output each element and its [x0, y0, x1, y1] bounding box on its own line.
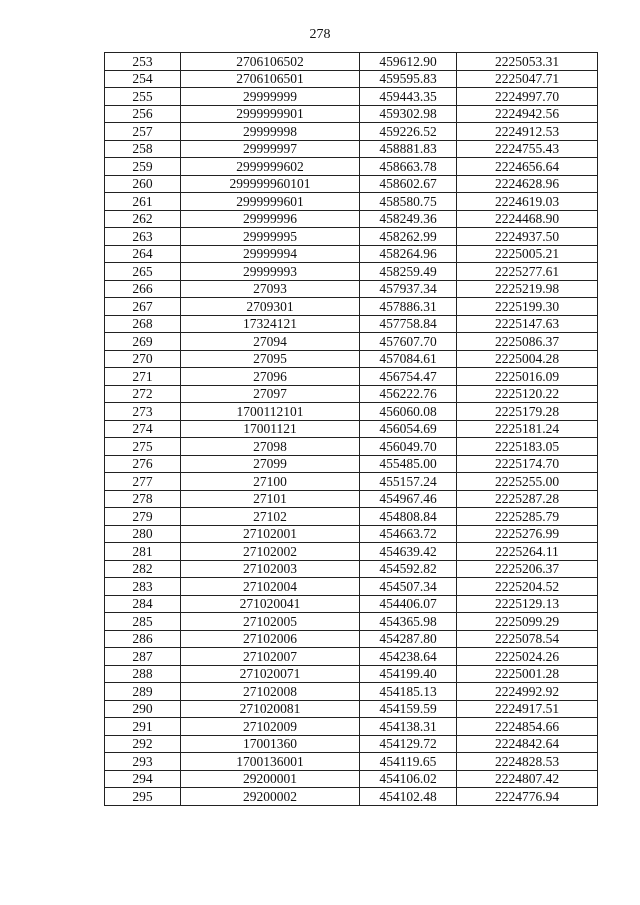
point-id-cell: 27095: [181, 350, 360, 368]
y-coordinate-cell: 2225024.26: [457, 648, 598, 666]
table-row: [105, 263, 598, 281]
point-id-cell: 27101: [181, 490, 360, 508]
table-row: [105, 490, 598, 508]
y-coordinate-cell: 2225016.09: [457, 368, 598, 386]
row-index-cell: 282: [105, 560, 181, 578]
y-coordinate-cell: 2225255.00: [457, 473, 598, 491]
table-row: [105, 595, 598, 613]
row-index-cell: 289: [105, 683, 181, 701]
x-coordinate-cell: 456222.76: [360, 385, 457, 403]
table-row: [105, 700, 598, 718]
point-id-cell: 2709301: [181, 298, 360, 316]
y-coordinate-cell: 2225053.31: [457, 53, 598, 71]
table-row: [105, 210, 598, 228]
table-row: [105, 613, 598, 631]
row-index-cell: 285: [105, 613, 181, 631]
y-coordinate-cell: 2225183.05: [457, 438, 598, 456]
x-coordinate-cell: 454365.98: [360, 613, 457, 631]
point-id-cell: 27102007: [181, 648, 360, 666]
row-index-cell: 268: [105, 315, 181, 333]
y-coordinate-cell: 2225206.37: [457, 560, 598, 578]
row-index-cell: 276: [105, 455, 181, 473]
x-coordinate-cell: 454102.48: [360, 788, 457, 806]
table-row: [105, 368, 598, 386]
row-index-cell: 293: [105, 753, 181, 771]
point-id-cell: 1700112101: [181, 403, 360, 421]
point-id-cell: 29999998: [181, 123, 360, 141]
point-id-cell: 27097: [181, 385, 360, 403]
y-coordinate-cell: 2224619.03: [457, 193, 598, 211]
row-index-cell: 286: [105, 630, 181, 648]
point-id-cell: 17001360: [181, 735, 360, 753]
point-id-cell: 27096: [181, 368, 360, 386]
y-coordinate-cell: 2225047.71: [457, 70, 598, 88]
row-index-cell: 290: [105, 700, 181, 718]
table-row: [105, 350, 598, 368]
y-coordinate-cell: 2224628.96: [457, 175, 598, 193]
x-coordinate-cell: 456054.69: [360, 420, 457, 438]
row-index-cell: 258: [105, 140, 181, 158]
x-coordinate-cell: 454129.72: [360, 735, 457, 753]
y-coordinate-cell: 2224842.64: [457, 735, 598, 753]
y-coordinate-cell: 2225181.24: [457, 420, 598, 438]
table-row: [105, 455, 598, 473]
point-id-cell: 271020071: [181, 665, 360, 683]
x-coordinate-cell: 458259.49: [360, 263, 457, 281]
row-index-cell: 273: [105, 403, 181, 421]
row-index-cell: 281: [105, 543, 181, 561]
y-coordinate-cell: 2224656.64: [457, 158, 598, 176]
row-index-cell: 271: [105, 368, 181, 386]
x-coordinate-cell: 454185.13: [360, 683, 457, 701]
point-id-cell: 2999999601: [181, 193, 360, 211]
x-coordinate-cell: 454507.34: [360, 578, 457, 596]
table-row: [105, 438, 598, 456]
row-index-cell: 279: [105, 508, 181, 526]
row-index-cell: 263: [105, 228, 181, 246]
y-coordinate-cell: 2224828.53: [457, 753, 598, 771]
x-coordinate-cell: 458663.78: [360, 158, 457, 176]
y-coordinate-cell: 2224776.94: [457, 788, 598, 806]
x-coordinate-cell: 458580.75: [360, 193, 457, 211]
y-coordinate-cell: 2225099.29: [457, 613, 598, 631]
y-coordinate-cell: 2225219.98: [457, 280, 598, 298]
table-row: [105, 280, 598, 298]
x-coordinate-cell: 456060.08: [360, 403, 457, 421]
y-coordinate-cell: 2224917.51: [457, 700, 598, 718]
y-coordinate-cell: 2225264.11: [457, 543, 598, 561]
point-id-cell: 27102009: [181, 718, 360, 736]
table-row: [105, 735, 598, 753]
point-id-cell: 271020041: [181, 595, 360, 613]
row-index-cell: 277: [105, 473, 181, 491]
table-row: [105, 88, 598, 106]
point-id-cell: 299999960101: [181, 175, 360, 193]
x-coordinate-cell: 454159.59: [360, 700, 457, 718]
y-coordinate-cell: 2225078.54: [457, 630, 598, 648]
row-index-cell: 292: [105, 735, 181, 753]
x-coordinate-cell: 459595.83: [360, 70, 457, 88]
x-coordinate-cell: 454967.46: [360, 490, 457, 508]
y-coordinate-cell: 2224854.66: [457, 718, 598, 736]
y-coordinate-cell: 2225287.28: [457, 490, 598, 508]
x-coordinate-cell: 459226.52: [360, 123, 457, 141]
row-index-cell: 266: [105, 280, 181, 298]
row-index-cell: 270: [105, 350, 181, 368]
x-coordinate-cell: 454406.07: [360, 595, 457, 613]
x-coordinate-cell: 454663.72: [360, 525, 457, 543]
point-id-cell: 27102003: [181, 560, 360, 578]
y-coordinate-cell: 2224992.92: [457, 683, 598, 701]
point-id-cell: 29200002: [181, 788, 360, 806]
table-row: [105, 53, 598, 71]
y-coordinate-cell: 2224912.53: [457, 123, 598, 141]
row-index-cell: 264: [105, 245, 181, 263]
y-coordinate-cell: 2225174.70: [457, 455, 598, 473]
x-coordinate-cell: 459302.98: [360, 105, 457, 123]
point-id-cell: 27102008: [181, 683, 360, 701]
y-coordinate-cell: 2225147.63: [457, 315, 598, 333]
y-coordinate-cell: 2225005.21: [457, 245, 598, 263]
row-index-cell: 260: [105, 175, 181, 193]
table-row: [105, 508, 598, 526]
x-coordinate-cell: 454592.82: [360, 560, 457, 578]
row-index-cell: 284: [105, 595, 181, 613]
x-coordinate-cell: 455485.00: [360, 455, 457, 473]
point-id-cell: 27102006: [181, 630, 360, 648]
table-row: [105, 315, 598, 333]
y-coordinate-cell: 2224755.43: [457, 140, 598, 158]
point-id-cell: 2706106502: [181, 53, 360, 71]
point-id-cell: 17324121: [181, 315, 360, 333]
y-coordinate-cell: 2225276.99: [457, 525, 598, 543]
point-id-cell: 29999994: [181, 245, 360, 263]
x-coordinate-cell: 458881.83: [360, 140, 457, 158]
y-coordinate-cell: 2225199.30: [457, 298, 598, 316]
point-id-cell: 29999993: [181, 263, 360, 281]
y-coordinate-cell: 2224997.70: [457, 88, 598, 106]
y-coordinate-cell: 2225120.22: [457, 385, 598, 403]
point-id-cell: 2999999901: [181, 105, 360, 123]
table-row: [105, 158, 598, 176]
row-index-cell: 288: [105, 665, 181, 683]
table-row: [105, 630, 598, 648]
table-row: [105, 770, 598, 788]
row-index-cell: 257: [105, 123, 181, 141]
x-coordinate-cell: 457607.70: [360, 333, 457, 351]
x-coordinate-cell: 458264.96: [360, 245, 457, 263]
row-index-cell: 275: [105, 438, 181, 456]
x-coordinate-cell: 454138.31: [360, 718, 457, 736]
point-id-cell: 17001121: [181, 420, 360, 438]
row-index-cell: 269: [105, 333, 181, 351]
y-coordinate-cell: 2224937.50: [457, 228, 598, 246]
row-index-cell: 259: [105, 158, 181, 176]
row-index-cell: 267: [105, 298, 181, 316]
table-row: [105, 385, 598, 403]
table-row: [105, 333, 598, 351]
point-id-cell: 27099: [181, 455, 360, 473]
row-index-cell: 272: [105, 385, 181, 403]
point-id-cell: 27094: [181, 333, 360, 351]
x-coordinate-cell: 457758.84: [360, 315, 457, 333]
point-id-cell: 29200001: [181, 770, 360, 788]
point-id-cell: 1700136001: [181, 753, 360, 771]
table-row: [105, 648, 598, 666]
row-index-cell: 265: [105, 263, 181, 281]
y-coordinate-cell: 2224468.90: [457, 210, 598, 228]
point-id-cell: 29999995: [181, 228, 360, 246]
table-row: [105, 473, 598, 491]
row-index-cell: 255: [105, 88, 181, 106]
point-id-cell: 27102: [181, 508, 360, 526]
point-id-cell: 27102001: [181, 525, 360, 543]
x-coordinate-cell: 456754.47: [360, 368, 457, 386]
row-index-cell: 253: [105, 53, 181, 71]
row-index-cell: 256: [105, 105, 181, 123]
row-index-cell: 291: [105, 718, 181, 736]
point-id-cell: 27098: [181, 438, 360, 456]
table-row: [105, 578, 598, 596]
point-id-cell: 27100: [181, 473, 360, 491]
table-row: [105, 420, 598, 438]
table-row: [105, 245, 598, 263]
x-coordinate-cell: 458602.67: [360, 175, 457, 193]
table-row: [105, 105, 598, 123]
y-coordinate-cell: 2225277.61: [457, 263, 598, 281]
row-index-cell: 274: [105, 420, 181, 438]
table-row: [105, 543, 598, 561]
point-id-cell: 27102002: [181, 543, 360, 561]
row-index-cell: 295: [105, 788, 181, 806]
y-coordinate-cell: 2225204.52: [457, 578, 598, 596]
x-coordinate-cell: 456049.70: [360, 438, 457, 456]
point-id-cell: 2999999602: [181, 158, 360, 176]
point-id-cell: 29999996: [181, 210, 360, 228]
x-coordinate-cell: 458262.99: [360, 228, 457, 246]
table-row: [105, 718, 598, 736]
table-body: [105, 53, 598, 806]
point-id-cell: 27093: [181, 280, 360, 298]
table-row: [105, 140, 598, 158]
y-coordinate-cell: 2224942.56: [457, 105, 598, 123]
row-index-cell: 294: [105, 770, 181, 788]
y-coordinate-cell: 2225129.13: [457, 595, 598, 613]
page-number: 278: [309, 27, 331, 42]
table-row: [105, 683, 598, 701]
x-coordinate-cell: 457886.31: [360, 298, 457, 316]
x-coordinate-cell: 454106.02: [360, 770, 457, 788]
table-row: [105, 525, 598, 543]
table-row: [105, 175, 598, 193]
x-coordinate-cell: 455157.24: [360, 473, 457, 491]
x-coordinate-cell: 458249.36: [360, 210, 457, 228]
table-row: [105, 123, 598, 141]
y-coordinate-cell: 2225179.28: [457, 403, 598, 421]
table-row: [105, 403, 598, 421]
table-row: [105, 665, 598, 683]
table-row: [105, 560, 598, 578]
row-index-cell: 283: [105, 578, 181, 596]
table-row: [105, 753, 598, 771]
table-row: [105, 193, 598, 211]
y-coordinate-cell: 2224807.42: [457, 770, 598, 788]
x-coordinate-cell: 454287.80: [360, 630, 457, 648]
y-coordinate-cell: 2225004.28: [457, 350, 598, 368]
table-row: [105, 228, 598, 246]
row-index-cell: 254: [105, 70, 181, 88]
x-coordinate-cell: 454639.42: [360, 543, 457, 561]
table-row: [105, 298, 598, 316]
y-coordinate-cell: 2225001.28: [457, 665, 598, 683]
row-index-cell: 261: [105, 193, 181, 211]
row-index-cell: 280: [105, 525, 181, 543]
point-id-cell: 27102005: [181, 613, 360, 631]
coordinates-table: [104, 52, 598, 806]
x-coordinate-cell: 459612.90: [360, 53, 457, 71]
x-coordinate-cell: 454199.40: [360, 665, 457, 683]
row-index-cell: 262: [105, 210, 181, 228]
row-index-cell: 278: [105, 490, 181, 508]
y-coordinate-cell: 2225285.79: [457, 508, 598, 526]
y-coordinate-cell: 2225086.37: [457, 333, 598, 351]
table-row: [105, 70, 598, 88]
point-id-cell: 2706106501: [181, 70, 360, 88]
row-index-cell: 287: [105, 648, 181, 666]
x-coordinate-cell: 454238.64: [360, 648, 457, 666]
x-coordinate-cell: 457937.34: [360, 280, 457, 298]
x-coordinate-cell: 457084.61: [360, 350, 457, 368]
table-row: [105, 788, 598, 806]
point-id-cell: 29999997: [181, 140, 360, 158]
point-id-cell: 29999999: [181, 88, 360, 106]
x-coordinate-cell: 454119.65: [360, 753, 457, 771]
point-id-cell: 271020081: [181, 700, 360, 718]
x-coordinate-cell: 454808.84: [360, 508, 457, 526]
point-id-cell: 27102004: [181, 578, 360, 596]
x-coordinate-cell: 459443.35: [360, 88, 457, 106]
